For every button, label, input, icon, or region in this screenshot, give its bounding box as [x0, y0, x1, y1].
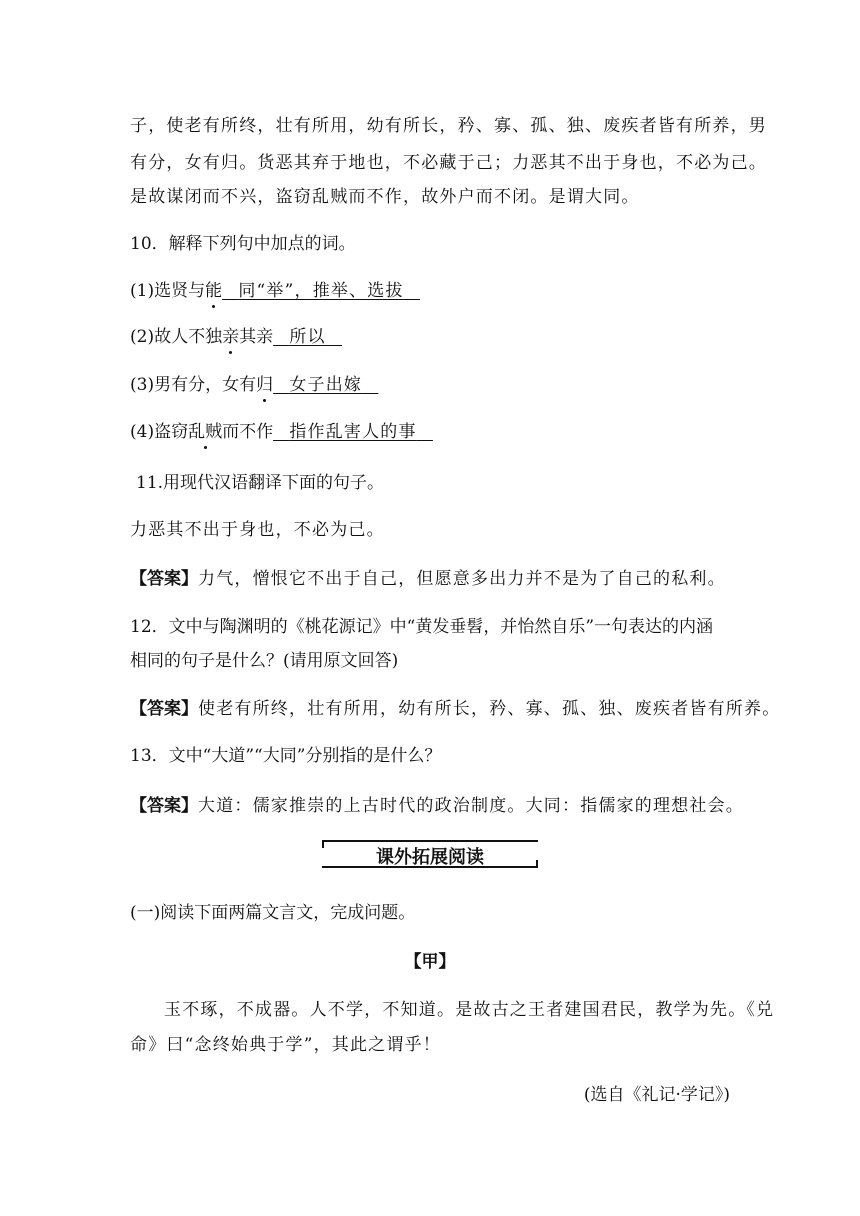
- q10-item-2: [130, 322, 342, 347]
- item-text: (4)盗窃: [130, 422, 189, 442]
- q11-answer: [130, 564, 726, 589]
- item-text: (2)故人不独: [130, 327, 223, 347]
- item-text: (1)选贤与: [130, 281, 206, 301]
- q11-sentence: 力恶其不出于身也，不必为己。: [130, 520, 385, 540]
- passage-line: 子，使老有所终，壮有所用，幼有所长，矜、寡、孤、独、废疾者皆有所养，男: [130, 116, 767, 136]
- item-text: (3)男有分，女有: [130, 375, 257, 395]
- answer-tag: 【答案】: [130, 569, 198, 589]
- q10-item-3: [130, 370, 378, 395]
- question-12-title-line: 12．文中与陶渊明的《桃花源记》中“黄发垂髫，并怡然自乐”一句表达的内涵: [130, 617, 714, 637]
- question-11-title: 11.用现代汉语翻译下面的句子。: [136, 473, 385, 493]
- section-intro: (一)阅读下面两篇文言文，完成问题。: [130, 903, 416, 923]
- dotted-word: 乱贼: [188, 422, 223, 442]
- answer-blank: 女子出嫁: [289, 375, 363, 395]
- answer-blank: 所以: [289, 327, 326, 347]
- dotted-word: 能: [205, 281, 223, 301]
- answer-tag: 【答案】: [130, 699, 198, 719]
- question-12-title-line: 相同的句子是什么？(请用原文回答): [130, 651, 399, 671]
- item-text: 其亲: [239, 327, 274, 347]
- section-banner-title: 课外拓展阅读: [376, 847, 484, 868]
- dotted-word: 亲: [222, 327, 240, 347]
- answer-blank: 同“举”，推举、选拔: [238, 281, 404, 301]
- section-banner: [322, 840, 538, 868]
- banner-top-rule: [322, 840, 538, 842]
- q12-answer: [130, 694, 780, 719]
- passage-line: 有分，女有归。货恶其弃于地也，不必藏于己；力恶其不出于身也，不必为己。: [130, 153, 767, 173]
- answer-tag: 【答案】: [130, 796, 198, 816]
- classical-text-line: 命》曰“念终始典于学”，其此之谓乎！: [130, 1035, 441, 1055]
- question-13-title: 13．文中“大道”“大同”分别指的是什么？: [130, 746, 442, 766]
- part-title: 【甲】: [404, 952, 456, 972]
- source-citation: (选自《礼记·学记》): [583, 1085, 730, 1105]
- answer-text: 力气，憎恨它不出于自己，但愿意多出力并不是为了自己的私利。: [198, 569, 726, 589]
- answer-text: 大道：儒家推崇的上古时代的政治制度。大同：指儒家的理想社会。: [198, 796, 744, 816]
- answer-text: 使老有所终，壮有所用，幼有所长，矜、寡、孤、独、废疾者皆有所养。: [198, 699, 781, 719]
- item-text: 而不作: [222, 422, 274, 442]
- q10-item-1: [130, 276, 420, 301]
- q10-item-4: [130, 417, 433, 442]
- q13-answer: [130, 791, 744, 816]
- passage-line: 是故谋闭而不兴，盗窃乱贼而不作，故外户而不闭。是谓大同。: [130, 187, 640, 207]
- classical-text-line: 玉不琢，不成器。人不学，不知道。是故古之王者建国君民，教学为先。《兑: [164, 1000, 775, 1020]
- question-10-title: 10．解释下列句中加点的词。: [130, 234, 356, 254]
- answer-blank: 指作乱害人的事: [289, 422, 417, 442]
- dotted-word: 归: [256, 375, 274, 395]
